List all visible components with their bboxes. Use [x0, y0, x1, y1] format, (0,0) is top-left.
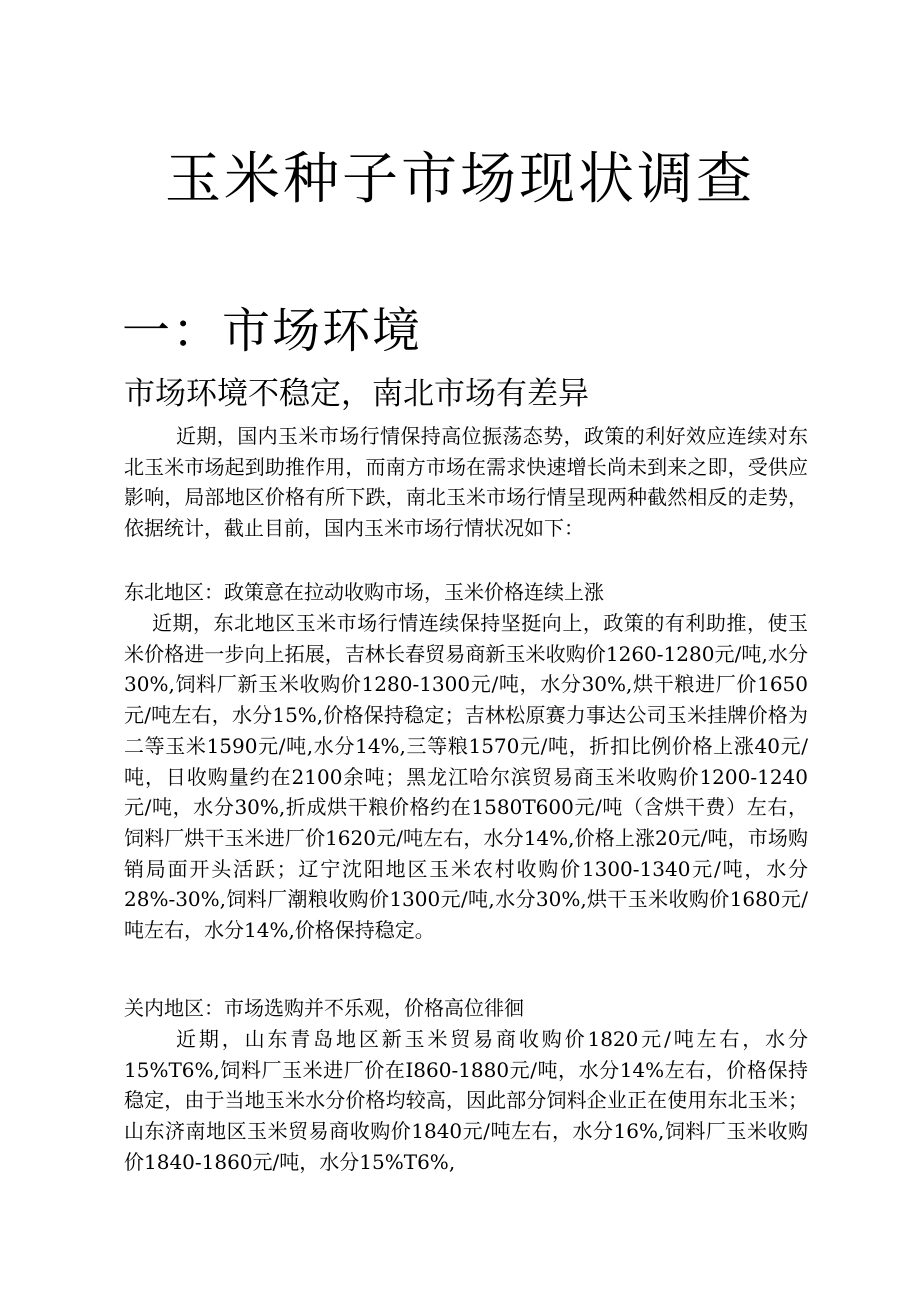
section-heading: 一：市场环境: [122, 303, 423, 359]
section-subheading: 市场环境不稳定，南北市场有差异: [124, 376, 589, 412]
body-paragraph-guannei: 近期，山东青岛地区新玉米贸易商收购价1820元/吨左右，水分15%T6%,饲料厂玉米进厂价在I860-1880元/吨，水分14%左右，价格保持稳定，由于当地玉米水分价格均较高，因此部分饲料企业正在使用东北玉米；山东济南地区玉米贸易商收购价1840元/吨左右，水分16%,饲料厂玉米收购价1840-1860元/吨，水分15%T6%,: [124, 1027, 808, 1174]
body-paragraph-northeast: 近期，东北地区玉米市场行情连续保持坚挺向上，政策的有利助推，使玉米价格进一步向上拓展，吉林长春贸易商新玉米收购价1260-1280元/吨,水分30%,饲料厂新玉米收购价1280-1300元/吨，水分30%,烘干粮进厂价1650元/吨左右，水分15%,价格保持稳定；吉林松原赛力事达公司玉米挂牌价格为二等玉米1590元/吨,水分14%,三等粮1570元/吨，折扣比例价格上涨40元/吨，日收购量约在2100余吨；黑龙江哈尔滨贸易商玉米收购价1200-1240元/吨，水分30%,折成烘干粮价格约在1580T600元/吨（含烘干费）左右，饲料厂烘干玉米进厂价1620元/吨左右，水分14%,价格上涨20元/吨，市场购销局面开头活跃；辽宁沈阳地区玉米农村收购价1300-1340元/吨，水分28%-30%,饲料厂潮粮收购价1300元/吨,水分30%,烘干玉米收购价1680元/吨左右，水分14%,价格保持稳定。: [124, 611, 808, 943]
body-paragraph-intro: 近期，国内玉米市场行情保持高位振荡态势，政策的利好效应连续对东北玉米市场起到助推作用，而南方市场在需求快速增长尚未到来之即，受供应影响，局部地区价格有所下跌，南北玉米市场行情呈现两种截然相反的走势，依据统计，截止目前，国内玉米市场行情状况如下：: [124, 424, 808, 541]
region-heading-northeast: 东北地区：政策意在拉动收购市场，玉米价格连续上涨: [124, 580, 604, 604]
document-title: 玉米种子市场现状调查: [165, 147, 755, 212]
region-heading-guannei: 关内地区：市场选购并不乐观，价格高位徘徊: [124, 996, 524, 1020]
